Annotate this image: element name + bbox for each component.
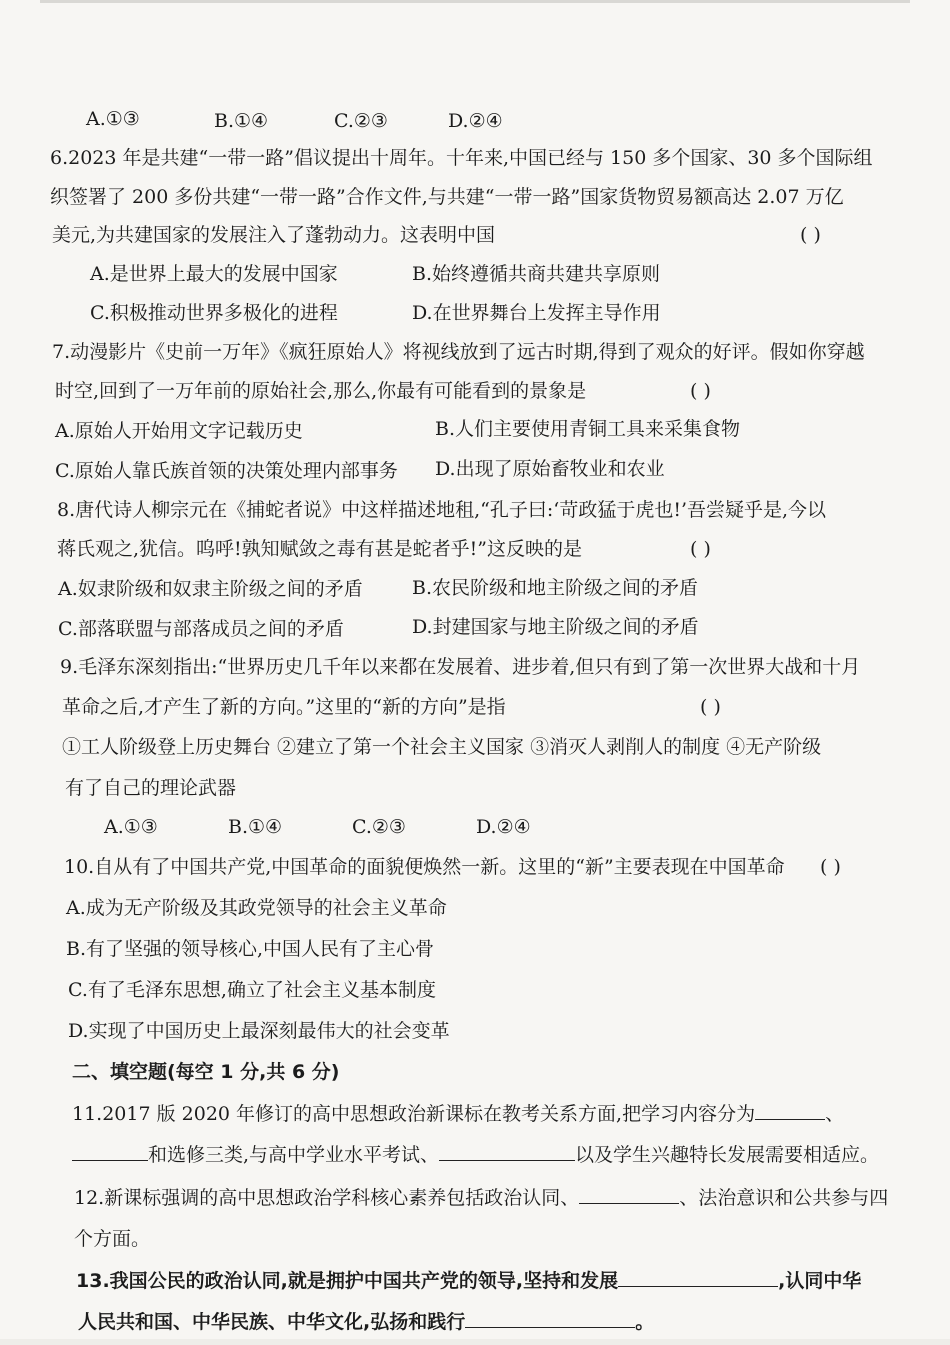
q7-option-a: A.原始人开始用文字记载历史 (55, 420, 303, 442)
q11-blank-3[interactable] (439, 1142, 575, 1161)
q11-line2 (72, 1142, 879, 1168)
q13-line1 (76, 1268, 861, 1294)
q11-blank-1[interactable] (755, 1101, 825, 1120)
q12-line1 (74, 1185, 888, 1211)
q6-answer-parens: ( ) (800, 224, 821, 246)
q7-stem-line1: 7.动漫影片《史前一万年》《疯狂原始人》将视线放到了远古时期,得到了观众的好评。假如你穿越 (52, 341, 865, 363)
q9-answer-parens: ( ) (700, 696, 721, 718)
q6-option-c: C.积极推动世界多极化的进程 (90, 302, 338, 324)
q5-option-b: B.①④ (214, 110, 269, 132)
q8-option-a: A.奴隶阶级和奴隶主阶级之间的矛盾 (58, 578, 363, 600)
q13-blank-2[interactable] (465, 1309, 635, 1328)
q10-option-b: B.有了坚强的领导核心,中国人民有了主心骨 (66, 938, 435, 960)
q5-option-c: C.②③ (334, 110, 388, 132)
q13-line2 (78, 1309, 654, 1335)
q11-text-4: 以及学生兴趣特长发展需要相适应。 (575, 1144, 880, 1166)
q9-option-c: C.②③ (352, 816, 406, 838)
q8-option-d: D.封建国家与地主阶级之间的矛盾 (412, 616, 699, 638)
q6-stem-line3: 美元,为共建国家的发展注入了蓬勃动力。这表明中国 (52, 224, 496, 246)
q7-stem-line2: 时空,回到了一万年前的原始社会,那么,你最有可能看到的景象是 (55, 380, 587, 402)
q6-stem-line2: 织签署了 200 多份共建“一带一路”合作文件,与共建“一带一路”国家货物贸易额高达 2.07 万亿 (50, 186, 844, 208)
q8-stem-line1: 8.唐代诗人柳宗元在《捕蛇者说》中这样描述地租,“孔子曰:‘苛政猛于虎也!’吾尝疑乎是,今以 (57, 499, 827, 521)
q8-stem-line2: 蒋氏观之,犹信。呜呼!孰知赋敛之毒有甚是蛇者乎!”这反映的是 (57, 538, 583, 560)
q9-stem-line1: 9.毛泽东深刻指出:“世界历史几千年以来都在发展着、进步着,但只有到了第一次世界大战和十月 (60, 656, 861, 678)
q13-text-3: 人民共和国、中华民族、中华文化,弘扬和践行 (78, 1311, 466, 1333)
section-fill-blank-heading: 二、填空题(每空 1 分,共 6 分) (72, 1061, 340, 1083)
q6-option-b: B.始终遵循共商共建共享原则 (412, 263, 661, 285)
q7-option-d: D.出现了原始畜牧业和农业 (435, 458, 665, 480)
q5-option-d: D.②④ (448, 110, 503, 132)
q8-answer-parens: ( ) (690, 538, 711, 560)
q7-answer-parens: ( ) (690, 380, 711, 402)
q9-statements-line1: ①工人阶级登上历史舞台 ②建立了第一个社会主义国家 ③消灭人剥削人的制度 ④无产阶级 (62, 736, 822, 758)
q13-text-1: 13.我国公民的政治认同,就是拥护中国共产党的领导,坚持和发展 (76, 1270, 619, 1292)
q6-stem-line1: 6.2023 年是共建“一带一路”倡议提出十周年。十年来,中国已经与 150 多个国家、30 多个国际组 (50, 147, 873, 169)
q11-text-1: 11.2017 版 2020 年修订的高中思想政治新课标在教考关系方面,把学习内容分为 (72, 1103, 756, 1125)
q11-text-2: 、 (825, 1103, 845, 1125)
q12-blank-1[interactable] (579, 1185, 679, 1204)
q9-statements-line2: 有了自己的理论武器 (65, 777, 237, 799)
q11-blank-2[interactable] (72, 1142, 148, 1161)
page-top-edge (40, 0, 910, 3)
q12-line2: 个方面。 (74, 1228, 151, 1250)
q8-option-c: C.部落联盟与部落成员之间的矛盾 (58, 618, 344, 640)
q11-line1 (72, 1101, 844, 1127)
q9-option-a: A.①③ (104, 816, 158, 838)
q10-answer-parens: ( ) (820, 856, 841, 878)
q11-text-3: 和选修三类,与高中学业水平考试、 (148, 1144, 440, 1166)
q10-stem-line1: 10.自从有了中国共产党,中国革命的面貌便焕然一新。这里的“新”主要表现在中国革命 (64, 856, 785, 878)
q10-option-a: A.成为无产阶级及其政党领导的社会主义革命 (66, 897, 447, 919)
q5-option-a: A.①③ (86, 108, 140, 130)
q13-blank-1[interactable] (618, 1268, 778, 1287)
q9-option-b: B.①④ (228, 816, 283, 838)
q10-option-d: D.实现了中国历史上最深刻最伟大的社会变革 (68, 1020, 450, 1042)
q13-text-4: 。 (635, 1311, 655, 1333)
q8-option-b: B.农民阶级和地主阶级之间的矛盾 (412, 577, 699, 599)
q6-option-a: A.是世界上最大的发展中国家 (90, 263, 338, 285)
q7-option-b: B.人们主要使用青铜工具来采集食物 (435, 418, 741, 440)
q9-option-d: D.②④ (476, 816, 531, 838)
q12-text-2: 、法治意识和公共参与四 (679, 1187, 889, 1209)
q6-option-d: D.在世界舞台上发挥主导作用 (412, 302, 661, 324)
q7-option-c: C.原始人靠氏族首领的决策处理内部事务 (55, 460, 398, 482)
q13-text-2: ,认同中华 (778, 1270, 862, 1292)
q12-text-1: 12.新课标强调的高中思想政治学科核心素养包括政治认同、 (74, 1187, 580, 1209)
q10-option-c: C.有了毛泽东思想,确立了社会主义基本制度 (68, 979, 436, 1001)
q9-stem-line2: 革命之后,才产生了新的方向。”这里的“新的方向”是指 (62, 696, 506, 718)
page-bottom-edge (0, 1339, 950, 1345)
